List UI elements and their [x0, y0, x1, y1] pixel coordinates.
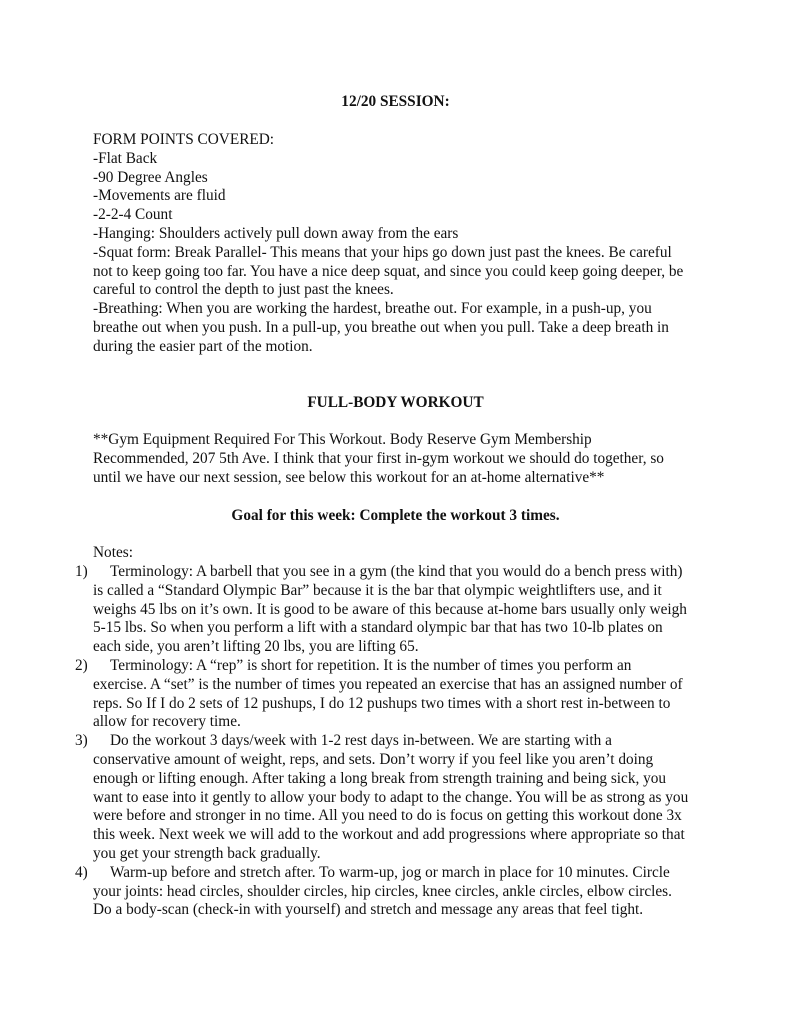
form-point-line: -Breathing: When you are working the hardest, breathe out. For example, in a push-up, you: [93, 300, 652, 318]
form-point-line: during the easier part of the motion.: [93, 337, 313, 355]
note-line: weighs 45 lbs on it’s own. It is good to be aware of this because at-home bars usually only weigh: [93, 600, 687, 618]
note-line: reps. So If I do 2 sets of 12 pushups, I do 12 pushups two times with a short rest in-between to: [93, 694, 671, 712]
note-line: Terminology: A “rep” is short for repetition. It is the number of times you perform an: [110, 656, 632, 674]
note-line: exercise. A “set” is the number of times you repeated an exercise that has an assigned number of: [93, 675, 683, 693]
form-point-line: not to keep going too far. You have a nice deep squat, and since you could keep going deeper, be: [93, 262, 684, 280]
form-points-section: [93, 131, 705, 357]
form-point-line: -90 Degree Angles: [93, 168, 208, 186]
form-point-line: -Squat form: Break Parallel- This means that your hips go down just past the knees. Be careful: [93, 243, 672, 261]
note-line: were before and stronger in no time. All you need to do is focus on getting this workout done 3x: [93, 807, 682, 825]
note-line: this week. Next week we will add to the workout and add progressions where appropriate so that: [93, 826, 685, 844]
notes-label-text: Notes:: [93, 544, 133, 561]
note-line: allow for recovery time.: [93, 713, 241, 731]
note-number: 3): [75, 732, 88, 750]
note-line: Warm-up before and stretch after. To warm-up, jog or march in place for 10 minutes. Circle: [110, 863, 670, 881]
equipment-note-line: **Gym Equipment Required For This Workout. Body Reserve Gym Membership: [93, 431, 592, 448]
note-line: enough or lifting enough. After taking a long break from strength training and being sick, you: [93, 769, 667, 787]
note-line: each side, you aren’t lifting 20 lbs, you are lifting 65.: [93, 638, 419, 656]
form-point-line: breathe out when you push. In a pull-up, you breathe out when you pull. Take a deep breath in: [93, 318, 669, 336]
equipment-note-line: Recommended, 207 5th Ave. I think that your first in-gym workout we should do together, so: [93, 449, 664, 467]
note-number: 1): [75, 563, 88, 580]
form-point-line: careful to control the depth to just past the knees.: [93, 281, 394, 299]
note-line: Do a body-scan (check-in with yourself) and stretch and message any areas that feel tight.: [93, 901, 644, 919]
form-point-line: -Hanging: Shoulders actively pull down away from the ears: [93, 224, 459, 242]
note-line: 5-15 lbs. So when you perform a lift with a standard olympic bar that has two 10-lb plates on: [93, 619, 663, 637]
equipment-note: [93, 431, 705, 487]
equipment-note-line: until we have our next session, see below this workout for an at-home alternative**: [93, 468, 605, 486]
form-point-line: -Movements are fluid: [93, 187, 226, 205]
note-number: 4): [75, 863, 88, 881]
notes-label: [93, 544, 705, 563]
form-points-heading: FORM POINTS COVERED:: [93, 131, 275, 148]
session-title: 12/20 SESSION:: [341, 93, 450, 110]
form-point-line: -2-2-4 Count: [93, 206, 173, 224]
note-item: [75, 732, 715, 864]
note-line: your joints: head circles, shoulder circles, hip circles, knee circles, ankle circles, elbow circles.: [93, 882, 672, 900]
note-item: [75, 657, 715, 732]
note-line: Do the workout 3 days/week with 1-2 rest days in-between. We are starting with a: [110, 732, 612, 750]
workout-title: FULL-BODY WORKOUT: [307, 394, 484, 411]
notes-list: [75, 563, 715, 920]
note-item: [75, 864, 715, 920]
form-point-line: -Flat Back: [93, 149, 158, 167]
note-line: want to ease into it gently to allow your body to adapt to the change. You will be as strong as you: [93, 788, 689, 806]
note-line: conservative amount of weight, reps, and sets. Don’t worry if you feel like you aren’t doing: [93, 750, 654, 768]
note-line: Terminology: A barbell that you see in a gym (the kind that you would do a bench press with): [110, 563, 683, 580]
note-item: [75, 563, 715, 657]
note-line: you get your strength back gradually.: [93, 844, 321, 862]
note-number: 2): [75, 656, 88, 674]
note-line: is called a “Standard Olympic Bar” because it is the bar that olympic weightlifters use, and it: [93, 581, 662, 599]
weekly-goal: Goal for this week: Complete the workout 3 times.: [231, 507, 560, 524]
